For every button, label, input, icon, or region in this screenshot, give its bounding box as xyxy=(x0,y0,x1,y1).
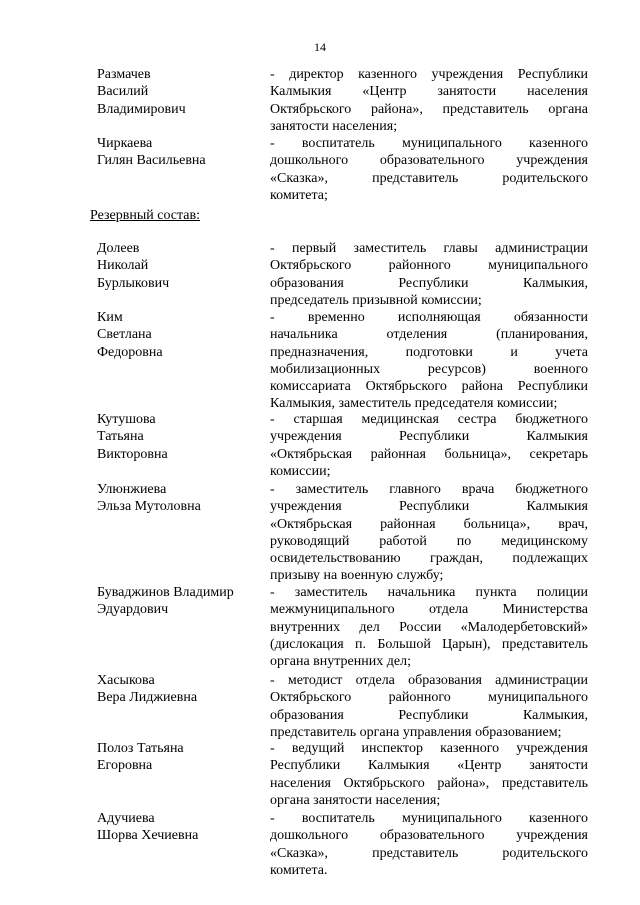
member-description-line: призыву на военную службу; xyxy=(270,568,444,584)
member-description-line: образования Республики Калмыкия, xyxy=(270,707,588,723)
member-description-line: Калмыкия, заместитель председателя комиссии; xyxy=(270,396,558,412)
member-description-line: Калмыкия «Центр занятости населения xyxy=(270,84,588,100)
member-description-line: (дислокация п. Большой Царын), представитель xyxy=(270,636,588,652)
member-description-line: занятости населения; xyxy=(270,118,398,134)
member-description-line: представитель органа управления образованием; xyxy=(270,724,562,740)
member-description-line: Октябрьского районного муниципального xyxy=(270,690,588,706)
member-description-line: «Октябрьская районная больница», секретарь xyxy=(270,446,588,462)
member-name-line: Викторовна xyxy=(97,446,168,462)
member-description-line: Октябрьского районного муниципального xyxy=(270,258,588,274)
member-name-line: Шорва Хечиевна xyxy=(97,828,199,844)
member-description-line: комиссариата Октябрьского района Республики xyxy=(270,379,588,395)
member-description-line: комиссии; xyxy=(270,463,331,479)
member-name-line: Бурлыкович xyxy=(97,275,170,291)
member-name-line: Чиркаева xyxy=(97,136,153,151)
member-description-line: руководящий работой по медицинскому xyxy=(270,533,588,549)
member-name-line: Федоровна xyxy=(97,344,163,360)
member-description-line: - временно исполняющая обязанности xyxy=(270,310,588,325)
member-name-line: Улюнжиева xyxy=(97,482,167,497)
member-name xyxy=(97,135,262,170)
member-description-line: - воспитатель муниципального казенного xyxy=(270,136,588,151)
member-description-line: населения Октябрьского района», представитель xyxy=(270,775,588,791)
member-name-line: Размачев xyxy=(97,67,151,82)
member-description-line: внутренних дел России «Малодербетовский» xyxy=(270,619,588,635)
member-name xyxy=(97,584,262,619)
member-description-line: - директор казенного учреждения Республики xyxy=(270,67,588,82)
member-description-line: - первый заместитель главы администрации xyxy=(270,241,588,256)
member-name-line: Долеев xyxy=(97,241,140,256)
member-description-line: «Октябрьская районная больница», врач, xyxy=(270,516,588,532)
member-description-line: - заместитель начальника пункта полиции xyxy=(270,585,588,600)
member-description-line: органа внутренних дел; xyxy=(270,654,411,670)
member-name xyxy=(97,740,262,775)
reserve-section-title: Резервный состав: xyxy=(90,208,201,223)
member-description-line: органа занятости населения; xyxy=(270,792,441,808)
member-description xyxy=(270,66,588,135)
member-name-line: Вера Лиджиевна xyxy=(97,690,198,706)
member-name-line: Николай xyxy=(97,258,149,274)
member-description xyxy=(270,135,588,204)
member-name-line: Василий xyxy=(97,84,149,100)
member-name-line: Полоз Татьяна xyxy=(97,741,184,756)
member-description-line: Октябрьского района», представитель органа xyxy=(270,101,588,117)
member-description-line: комитета; xyxy=(270,187,328,203)
member-description xyxy=(270,810,588,879)
member-description-line: - ведущий инспектор казенного учреждения xyxy=(270,741,588,756)
member-description-line: «Сказка», представитель родительского xyxy=(270,845,588,861)
member-name-line: Ким xyxy=(97,310,123,325)
member-name-line: Кутушова xyxy=(97,412,156,427)
member-name xyxy=(97,309,262,361)
member-description xyxy=(270,309,588,413)
member-name-line: Хасыкова xyxy=(97,673,155,688)
member-description-line: - воспитатель муниципального казенного xyxy=(270,811,588,826)
member-description xyxy=(270,481,588,585)
member-name xyxy=(97,481,262,516)
member-description-line: председатель призывной комиссии; xyxy=(270,292,482,308)
member-name-line: Адучиева xyxy=(97,811,155,826)
member-description-line: межмуниципального отдела Министерства xyxy=(270,602,588,618)
member-description-line: Республики Калмыкия «Центр занятости xyxy=(270,758,588,774)
member-description-line: предназначения, подготовки и учета xyxy=(270,344,588,360)
member-description-line: начальника отделения (планирования, xyxy=(270,327,588,343)
member-description-line: - методист отдела образования администрации xyxy=(270,673,588,688)
member-description xyxy=(270,740,588,809)
member-description-line: комитета. xyxy=(270,862,328,878)
member-name-line: Владимирович xyxy=(97,101,186,117)
member-description-line: мобилизационных ресурсов) военного xyxy=(270,361,588,377)
member-description-line: - старшая медицинская сестра бюджетного xyxy=(270,412,588,427)
member-name-line: Эльза Мутоловна xyxy=(97,499,201,515)
member-description-line: учреждения Республики Калмыкия xyxy=(270,429,588,445)
member-description-line: образования Республики Калмыкия, xyxy=(270,275,588,291)
member-description-line: освидетельствованию граждан, подлежащих xyxy=(270,551,588,567)
member-name-line: Светлана xyxy=(97,327,152,343)
member-description-line: учреждения Республики Калмыкия xyxy=(270,499,588,515)
member-description xyxy=(270,411,588,480)
page-number: 14 xyxy=(314,40,326,54)
member-name xyxy=(97,672,262,707)
member-description xyxy=(270,240,588,309)
member-name-line: Егоровна xyxy=(97,758,153,774)
member-description-line: дошкольного образовательного учреждения xyxy=(270,153,588,169)
member-description xyxy=(270,584,588,670)
member-name-line: Эдуардович xyxy=(97,602,169,618)
member-name xyxy=(97,810,262,845)
member-description xyxy=(270,672,588,741)
member-name xyxy=(97,240,262,292)
member-name xyxy=(97,66,262,118)
member-name-line: Татьяна xyxy=(97,429,144,445)
member-name xyxy=(97,411,262,463)
member-description-line: «Сказка», представитель родительского xyxy=(270,170,588,186)
member-description-line: дошкольного образовательного учреждения xyxy=(270,828,588,844)
member-name-line: Буваджинов Владимир xyxy=(97,585,234,600)
member-name-line: Гилян Васильевна xyxy=(97,153,206,169)
member-description-line: - заместитель главного врача бюджетного xyxy=(270,482,588,497)
